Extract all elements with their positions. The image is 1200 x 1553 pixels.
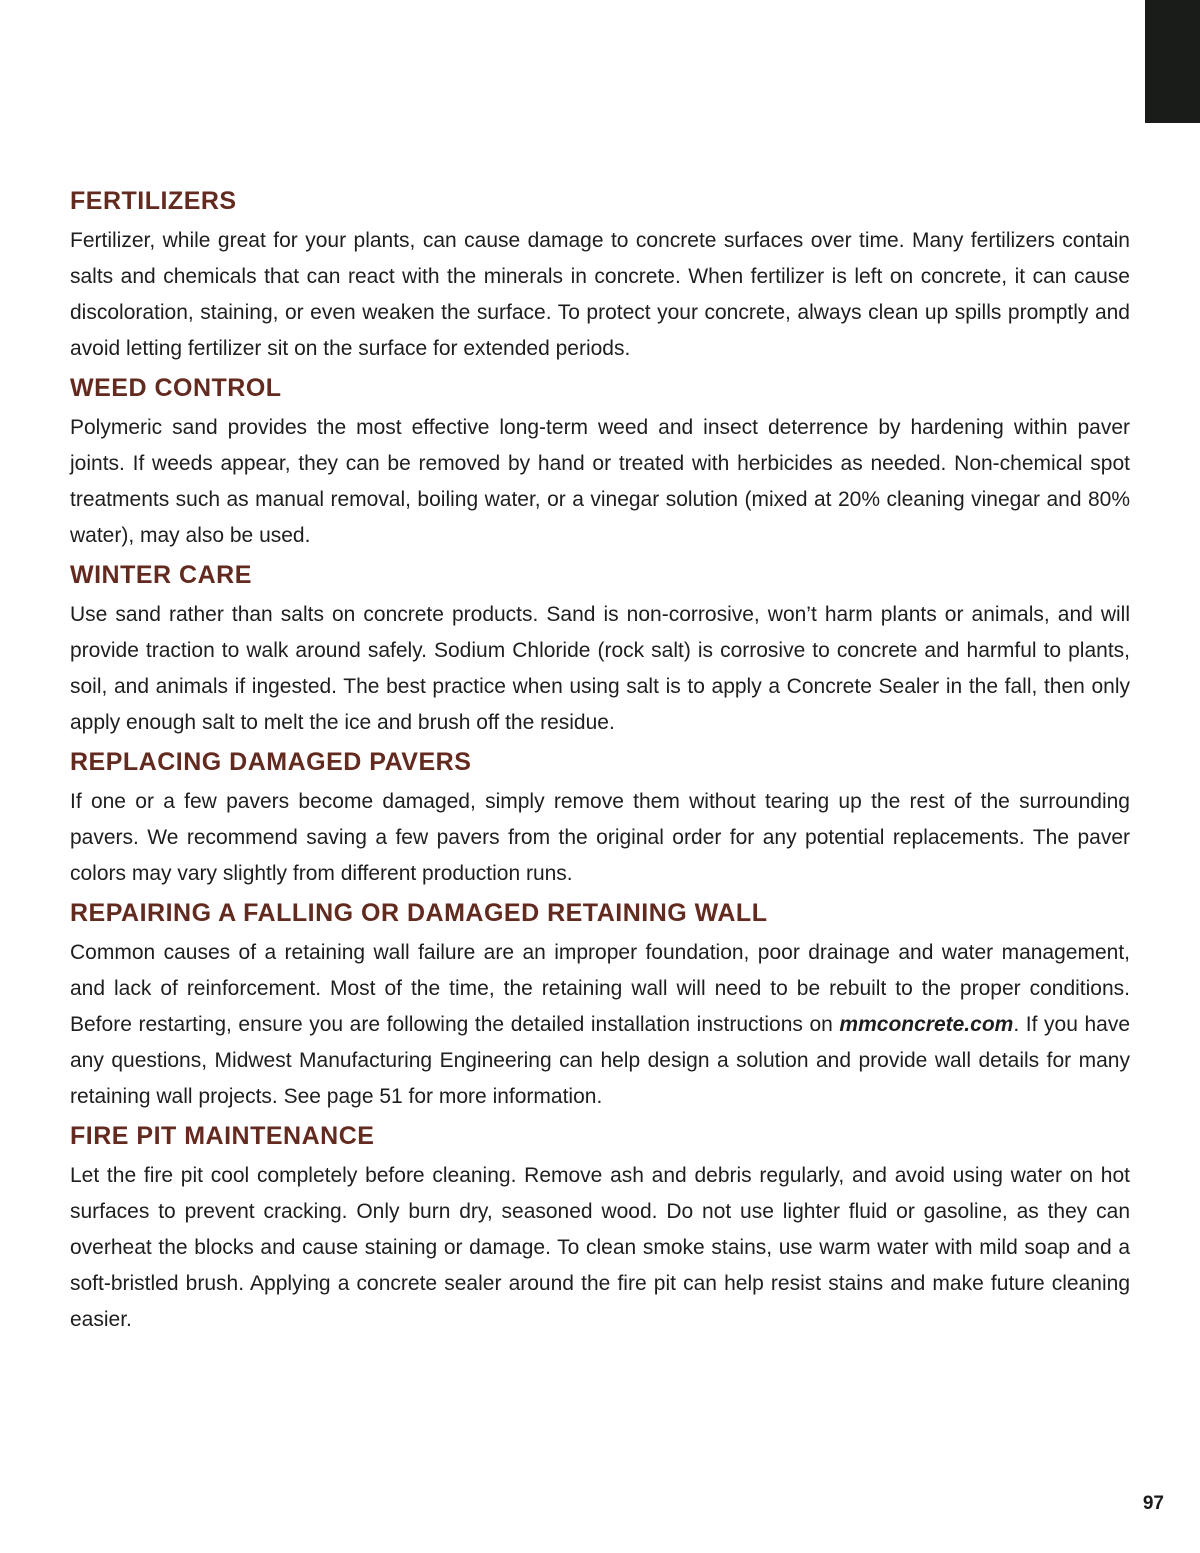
website-emphasis: mmconcrete.com — [839, 1013, 1014, 1036]
section-heading: WEED CONTROL — [70, 374, 282, 402]
section-body: Fertilizer, while great for your plants, can cause damage to concrete surfaces over time. Many fertilizers contain salts and chemicals that can react with the minerals in concrete. When fertilizer is left on concrete, it can cause discoloration, staining, or even weaken the surface. To protect your concrete, always clean up spills promptly and avoid letting fertilizer sit on the surface for extended periods. — [70, 229, 1130, 360]
section-heading: REPLACING DAMAGED PAVERS — [70, 748, 472, 776]
body-text: Common causes of a retaining wall failure are an improper foundation, poor drainage and water management, and lack of reinforcement. Most of the time, the retaining wall will need to be rebuilt to the proper conditions. Before restarting, ensure you are following the detailed installation instructions on — [70, 941, 1130, 1036]
section-replacing-damaged-pavers — [70, 749, 1130, 892]
section-heading: WINTER CARE — [70, 561, 252, 589]
section-repairing-retaining-wall — [70, 900, 1130, 1115]
section-fire-pit-maintenance — [70, 1123, 1130, 1338]
body-text: . If you have any questions, Midwest Manufacturing Engineering can help design a solution and provide wall details for many retaining wall projects. See page 51 for more information. — [70, 1013, 1130, 1108]
page-number: 97 — [1142, 1493, 1164, 1514]
section-weed-control — [70, 375, 1130, 554]
section-fertilizers — [70, 188, 1130, 367]
page-content — [70, 180, 1130, 1338]
section-body — [70, 935, 1130, 1115]
section-heading: FIRE PIT MAINTENANCE — [70, 1122, 375, 1150]
corner-black-block — [1145, 0, 1200, 123]
section-body: Let the fire pit cool completely before cleaning. Remove ash and debris regularly, and avoid using water on hot surfaces to prevent cracking. Only burn dry, seasoned wood. Do not use lighter fluid or gasoline, as they can overheat the blocks and cause staining or damage. To clean smoke stains, use warm water with mild soap and a soft-bristled brush. Applying a concrete sealer around the fire pit can help resist stains and make future cleaning easier. — [70, 1164, 1130, 1331]
section-heading: FERTILIZERS — [70, 187, 237, 215]
section-heading: REPAIRING A FALLING OR DAMAGED RETAINING WALL — [70, 899, 768, 927]
section-body: Polymeric sand provides the most effective long-term weed and insect deterrence by hardening within paver joints. If weeds appear, they can be removed by hand or treated with herbicides as needed. Non-chemical spot treatments such as manual removal, boiling water, or a vinegar solution (mixed at 20% cleaning vinegar and 80% water), may also be used. — [70, 416, 1130, 547]
section-body: Use sand rather than salts on concrete products. Sand is non-corrosive, won’t harm plants or animals, and will provide traction to walk around safely. Sodium Chloride (rock salt) is corrosive to concrete and harmful to plants, soil, and animals if ingested. The best practice when using salt is to apply a Concrete Sealer in the fall, then only apply enough salt to melt the ice and brush off the residue. — [70, 603, 1130, 734]
section-winter-care — [70, 562, 1130, 741]
section-body: If one or a few pavers become damaged, simply remove them without tearing up the rest of the surrounding pavers. We recommend saving a few pavers from the original order for any potential replacements. The paver colors may vary slightly from different production runs. — [70, 790, 1130, 885]
